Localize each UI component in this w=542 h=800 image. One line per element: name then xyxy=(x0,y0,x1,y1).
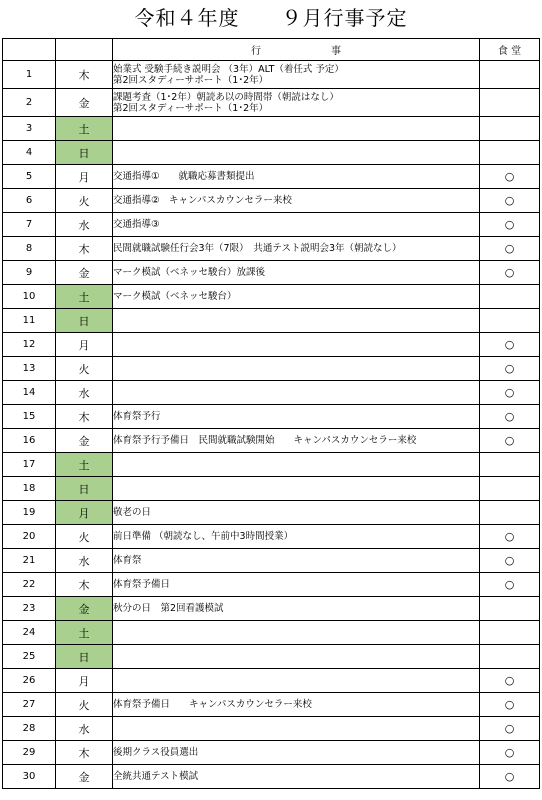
weekday-cell: 金 xyxy=(56,429,113,453)
cafeteria-cell xyxy=(480,309,540,333)
cafeteria-cell xyxy=(480,645,540,669)
cafeteria-cell xyxy=(480,429,540,453)
weekday-cell: 土 xyxy=(56,117,113,141)
day-cell: 12 xyxy=(3,333,56,357)
event-text: 交通指導③ xyxy=(113,219,160,230)
event-cell xyxy=(113,117,480,141)
cafeteria-open-mark: ○ xyxy=(504,170,515,183)
cafeteria-open-mark: ○ xyxy=(504,362,515,375)
header-day xyxy=(3,39,56,61)
event-text: 後期クラス役員選出 xyxy=(113,747,199,758)
cafeteria-open-mark: ○ xyxy=(504,266,515,279)
weekday-cell: 日 xyxy=(56,309,113,333)
table-row xyxy=(3,621,540,645)
cafeteria-cell xyxy=(480,213,540,237)
cafeteria-cell xyxy=(480,381,540,405)
event-cell xyxy=(113,333,480,357)
event-text: 秋分の日 第2回看護模試 xyxy=(113,603,224,614)
cafeteria-cell xyxy=(480,741,540,765)
day-cell: 11 xyxy=(3,309,56,333)
cafeteria-open-mark: ○ xyxy=(504,674,515,687)
event-cell xyxy=(113,165,480,189)
cafeteria-cell xyxy=(480,717,540,741)
event-text: 体育祭予備日 xyxy=(113,579,171,590)
cafeteria-cell xyxy=(480,669,540,693)
cafeteria-open-mark: ○ xyxy=(504,746,515,759)
weekday-cell: 木 xyxy=(56,573,113,597)
event-text: 交通指導② キャンパスカウンセラー来校 xyxy=(113,195,292,206)
weekday-cell: 月 xyxy=(56,501,113,525)
event-text: マーク模試（ベネッセ駿台） xyxy=(113,291,237,302)
weekday-cell: 火 xyxy=(56,189,113,213)
cafeteria-cell xyxy=(480,89,540,117)
weekday-cell: 火 xyxy=(56,525,113,549)
cafeteria-cell xyxy=(480,765,540,789)
cafeteria-open-mark: ○ xyxy=(504,386,515,399)
day-cell: 24 xyxy=(3,621,56,645)
table-row xyxy=(3,717,540,741)
header-row xyxy=(3,39,540,61)
day-cell: 28 xyxy=(3,717,56,741)
cafeteria-open-mark: ○ xyxy=(504,434,515,447)
day-cell: 13 xyxy=(3,357,56,381)
cafeteria-open-mark: ○ xyxy=(504,722,515,735)
event-cell xyxy=(113,309,480,333)
weekday-cell: 水 xyxy=(56,549,113,573)
event-cell xyxy=(113,357,480,381)
table-row xyxy=(3,261,540,285)
event-cell xyxy=(113,477,480,501)
cafeteria-open-mark: ○ xyxy=(504,194,515,207)
event-cell xyxy=(113,669,480,693)
cafeteria-cell xyxy=(480,501,540,525)
cafeteria-cell xyxy=(480,453,540,477)
table-row xyxy=(3,309,540,333)
table-row xyxy=(3,333,540,357)
cafeteria-cell xyxy=(480,477,540,501)
weekday-cell: 日 xyxy=(56,645,113,669)
event-text: 体育祭予備日 キャンパスカウンセラー来校 xyxy=(113,699,312,710)
weekday-cell: 木 xyxy=(56,741,113,765)
event-cell xyxy=(113,141,480,165)
day-cell: 21 xyxy=(3,549,56,573)
table-row xyxy=(3,381,540,405)
day-cell: 5 xyxy=(3,165,56,189)
cafeteria-open-mark: ○ xyxy=(504,338,515,351)
table-row xyxy=(3,405,540,429)
cafeteria-cell xyxy=(480,525,540,549)
weekday-cell: 火 xyxy=(56,357,113,381)
event-cell xyxy=(113,693,480,717)
table-row xyxy=(3,501,540,525)
event-cell xyxy=(113,189,480,213)
event-cell xyxy=(113,405,480,429)
cafeteria-cell xyxy=(480,189,540,213)
table-row xyxy=(3,525,540,549)
event-text: 体育祭予行 xyxy=(113,411,161,422)
day-cell: 17 xyxy=(3,453,56,477)
cafeteria-cell xyxy=(480,237,540,261)
weekday-cell: 水 xyxy=(56,717,113,741)
event-text: マーク模試（ベネッセ駿台）放課後 xyxy=(113,267,266,278)
cafeteria-cell xyxy=(480,573,540,597)
cafeteria-cell xyxy=(480,261,540,285)
table-row xyxy=(3,645,540,669)
event-cell xyxy=(113,525,480,549)
event-cell xyxy=(113,429,480,453)
day-cell: 20 xyxy=(3,525,56,549)
day-cell: 15 xyxy=(3,405,56,429)
event-cell xyxy=(113,237,480,261)
day-cell: 8 xyxy=(3,237,56,261)
table-row xyxy=(3,693,540,717)
weekday-cell: 水 xyxy=(56,381,113,405)
header-weekday xyxy=(56,39,113,61)
event-cell xyxy=(113,213,480,237)
weekday-cell: 金 xyxy=(56,597,113,621)
table-row xyxy=(3,189,540,213)
event-cell xyxy=(113,89,480,117)
table-row xyxy=(3,165,540,189)
event-text: 始業式 受験手続き説明会 （3年）ALT（着任式 予定） xyxy=(113,63,344,75)
table-row xyxy=(3,89,540,117)
event-cell xyxy=(113,573,480,597)
event-cell xyxy=(113,717,480,741)
cafeteria-cell xyxy=(480,285,540,309)
day-cell: 3 xyxy=(3,117,56,141)
day-cell: 19 xyxy=(3,501,56,525)
event-cell xyxy=(113,765,480,789)
event-text: 交通指導① 就職応募書類提出 xyxy=(113,171,255,182)
cafeteria-cell xyxy=(480,693,540,717)
cafeteria-cell xyxy=(480,117,540,141)
table-row xyxy=(3,597,540,621)
weekday-cell: 月 xyxy=(56,333,113,357)
weekday-cell: 火 xyxy=(56,693,113,717)
cafeteria-open-mark: ○ xyxy=(504,698,515,711)
day-cell: 25 xyxy=(3,645,56,669)
cafeteria-open-mark: ○ xyxy=(504,770,515,783)
weekday-cell: 月 xyxy=(56,669,113,693)
event-cell xyxy=(113,741,480,765)
cafeteria-cell xyxy=(480,405,540,429)
schedule-table xyxy=(2,38,540,789)
table-row xyxy=(3,285,540,309)
day-cell: 30 xyxy=(3,765,56,789)
event-cell xyxy=(113,261,480,285)
table-row xyxy=(3,549,540,573)
cafeteria-open-mark: ○ xyxy=(504,242,515,255)
table-row xyxy=(3,573,540,597)
day-cell: 26 xyxy=(3,669,56,693)
day-cell: 10 xyxy=(3,285,56,309)
cafeteria-open-mark: ○ xyxy=(504,578,515,591)
event-text-line2: 第2回スタディーサポート（1･2年） xyxy=(113,74,269,86)
day-cell: 6 xyxy=(3,189,56,213)
event-cell xyxy=(113,453,480,477)
event-text: 課題考査（1･2年）朝読あ以の時間帯（朝読はなし） xyxy=(113,91,339,103)
weekday-cell: 金 xyxy=(56,765,113,789)
weekday-cell: 日 xyxy=(56,141,113,165)
weekday-cell: 日 xyxy=(56,477,113,501)
table-row xyxy=(3,477,540,501)
table-row xyxy=(3,741,540,765)
weekday-cell: 月 xyxy=(56,165,113,189)
event-text: 全統共通テスト模試 xyxy=(113,771,199,782)
event-cell xyxy=(113,621,480,645)
cafeteria-open-mark: ○ xyxy=(504,530,515,543)
weekday-cell: 水 xyxy=(56,213,113,237)
cafeteria-cell xyxy=(480,549,540,573)
day-cell: 27 xyxy=(3,693,56,717)
table-row xyxy=(3,141,540,165)
event-cell xyxy=(113,285,480,309)
day-cell: 2 xyxy=(3,89,56,117)
day-cell: 7 xyxy=(3,213,56,237)
weekday-cell: 土 xyxy=(56,285,113,309)
event-cell xyxy=(113,381,480,405)
cafeteria-cell xyxy=(480,333,540,357)
table-row xyxy=(3,765,540,789)
day-cell: 1 xyxy=(3,61,56,89)
cafeteria-cell xyxy=(480,597,540,621)
cafeteria-cell xyxy=(480,61,540,89)
cafeteria-cell xyxy=(480,165,540,189)
event-cell xyxy=(113,645,480,669)
header-event: 行 事 xyxy=(113,39,480,61)
weekday-cell: 木 xyxy=(56,61,113,89)
cafeteria-open-mark: ○ xyxy=(504,410,515,423)
day-cell: 18 xyxy=(3,477,56,501)
event-cell xyxy=(113,549,480,573)
day-cell: 9 xyxy=(3,261,56,285)
cafeteria-cell xyxy=(480,621,540,645)
table-row xyxy=(3,237,540,261)
table-row xyxy=(3,213,540,237)
day-cell: 29 xyxy=(3,741,56,765)
header-cafeteria: 食 堂 xyxy=(480,39,540,61)
event-text: 敬老の日 xyxy=(113,507,152,518)
cafeteria-cell xyxy=(480,141,540,165)
event-cell xyxy=(113,61,480,89)
cafeteria-open-mark: ○ xyxy=(504,554,515,567)
table-row xyxy=(3,357,540,381)
day-cell: 23 xyxy=(3,597,56,621)
weekday-cell: 土 xyxy=(56,453,113,477)
weekday-cell: 木 xyxy=(56,405,113,429)
page-title: 令和４年度 ９月行事予定 xyxy=(134,6,408,30)
table-row xyxy=(3,429,540,453)
cafeteria-cell xyxy=(480,357,540,381)
event-text: 体育祭予行予備日 民間就職試験開始 キャンパスカウンセラー来校 xyxy=(113,435,417,446)
weekday-cell: 金 xyxy=(56,261,113,285)
weekday-cell: 金 xyxy=(56,89,113,117)
day-cell: 14 xyxy=(3,381,56,405)
weekday-cell: 土 xyxy=(56,621,113,645)
table-row xyxy=(3,61,540,89)
event-text-line2: 第2回スタディーサポート（1･2年） xyxy=(113,102,269,114)
event-text: 前日準備 （朝読なし、午前中3時間授業） xyxy=(113,531,294,542)
cafeteria-open-mark: ○ xyxy=(504,218,515,231)
event-text: 民間就職試験任行会3年（7限） 共通テスト説明会3年（朝読なし） xyxy=(113,243,402,254)
day-cell: 16 xyxy=(3,429,56,453)
event-text: 体育祭 xyxy=(113,555,142,566)
day-cell: 22 xyxy=(3,573,56,597)
event-cell xyxy=(113,501,480,525)
day-cell: 4 xyxy=(3,141,56,165)
weekday-cell: 木 xyxy=(56,237,113,261)
event-cell xyxy=(113,597,480,621)
table-row xyxy=(3,117,540,141)
table-row xyxy=(3,453,540,477)
table-row xyxy=(3,669,540,693)
